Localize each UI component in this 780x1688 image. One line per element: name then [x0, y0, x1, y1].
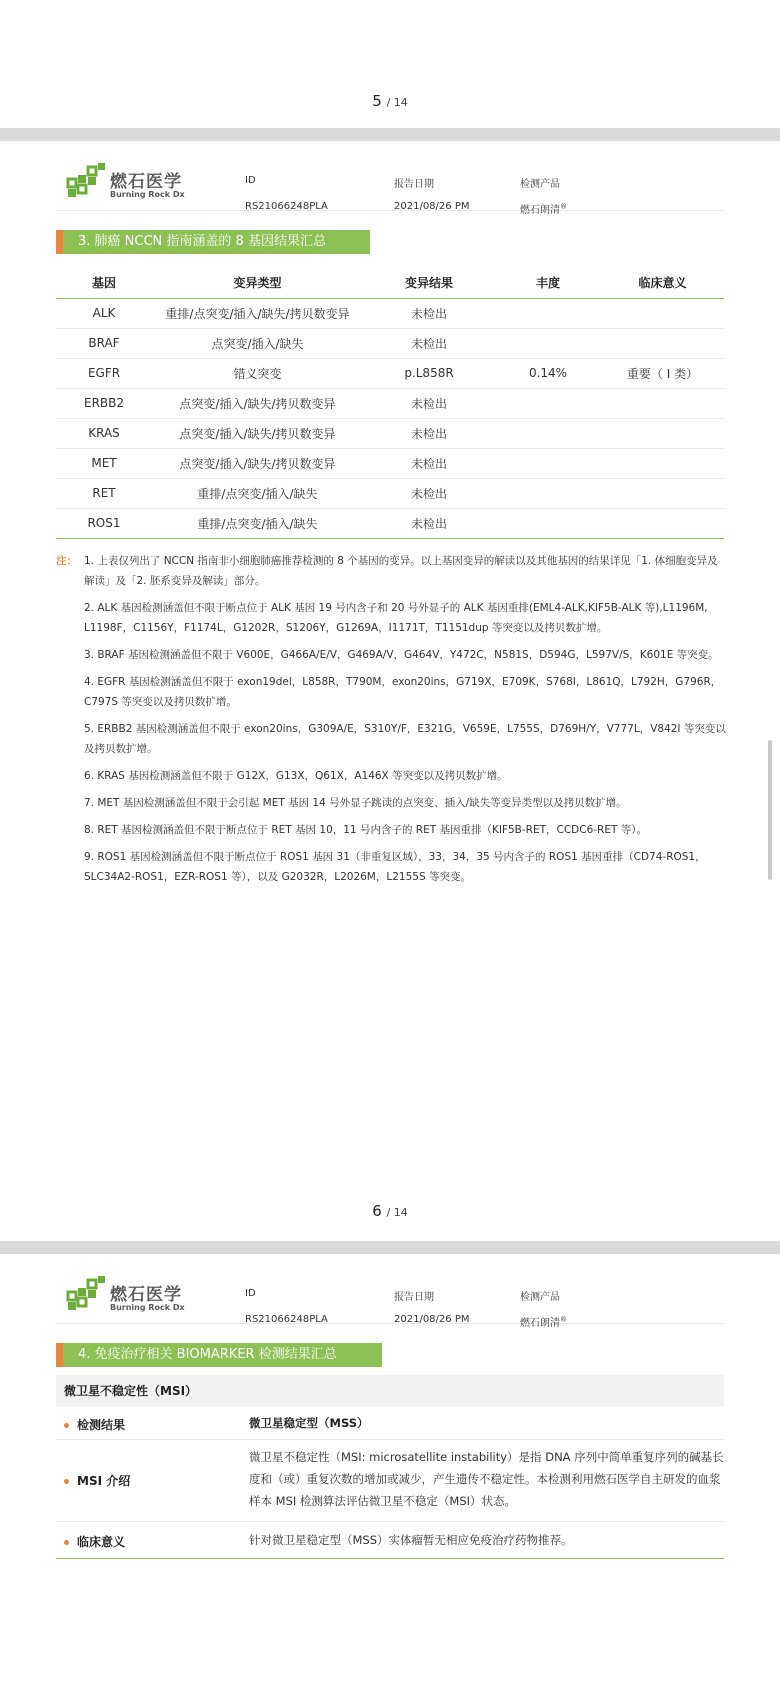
- note-item: 3. BRAF 基因检测涵盖但不限于 V600E，G466A/E/V，G469A/V，G464V，Y472C，N581S，D594G，L597V/S，K601E 等突变。: [84, 649, 719, 661]
- msi-row-value: 微卫星不稳定性（MSI: microsatellite instability）是指 DNA 序列中简单重复序列的碱基长度和（或）重复次数的增加或减少，产生遗传不稳定性。本检测利用燃石医学自主研发的血浆样本 MSI 检测算法评估微卫星不稳定（MSI）状态。: [249, 1450, 724, 1508]
- cell-variant-type: 重排/点突变/插入/缺失: [152, 478, 363, 508]
- cell-variant-result: 未检出: [363, 298, 495, 328]
- cell-clinical-significance: [601, 508, 724, 538]
- cell-clinical-significance: [601, 448, 724, 478]
- msi-row-value: 微卫星稳定型（MSS）: [249, 1416, 369, 1430]
- table-row: [56, 298, 724, 328]
- burning-rock-logo-icon: [66, 1274, 108, 1314]
- cell-variant-type: 重排/点突变/插入/缺失: [152, 508, 363, 538]
- section-3-title: 3. 肺癌 NCCN 指南涵盖的 8 基因结果汇总: [56, 230, 370, 254]
- report-page-6: [0, 141, 780, 1241]
- table-row: [56, 478, 724, 508]
- cell-gene: KRAS: [56, 418, 152, 448]
- page-number: 6 / 14: [372, 1202, 408, 1220]
- cell-gene: EGFR: [56, 358, 152, 388]
- brand-logo: [66, 161, 226, 209]
- logo-text-cn: 燃石医学: [110, 1285, 182, 1305]
- cell-variant-type: 点突变/插入/缺失/拷贝数变异: [152, 448, 363, 478]
- note-item: 1. 上表仅列出了 NCCN 指南非小细胞肺癌推荐检测的 8 个基因的变异。以上基因变异的解读以及其他基因的结果详见「1. 体细胞变异及解读」及「2. 胚系变异及解读」部分。: [84, 555, 718, 587]
- col-abundance: 丰度: [495, 268, 601, 298]
- note-item: 7. MET 基因检测涵盖但不限于会引起 MET 基因 14 号外显子跳读的点突变、插入/缺失等变异类型以及拷贝数扩增。: [84, 797, 627, 809]
- cell-variant-type: 点突变/插入/缺失/拷贝数变异: [152, 388, 363, 418]
- cell-abundance: [495, 418, 601, 448]
- cell-variant-type: 点突变/插入/缺失/拷贝数变异: [152, 418, 363, 448]
- scrollbar-thumb[interactable]: [768, 740, 772, 880]
- logo-text-en: Burning Rock Dx: [110, 1303, 185, 1312]
- section-4-title: 4. 免疫治疗相关 BIOMARKER 检测结果汇总: [56, 1343, 382, 1367]
- note-item: 2. ALK 基因检测涵盖但不限于断点位于 ALK 基因 19 号内含子和 20 号外显子的 ALK 基因重排(EML4-ALK,KIF5B-ALK 等),L1196M, L1198F，C1156Y，F1174L，G1202R，S1206Y，G1269A，I1171T，T1151dup 等突变以及拷贝数扩增。: [84, 602, 708, 634]
- msi-row-result: [56, 1407, 724, 1440]
- cell-gene: RET: [56, 478, 152, 508]
- col-gene: 基因: [56, 268, 152, 298]
- report-header: [56, 1254, 724, 1329]
- note-item: 4. EGFR 基因检测涵盖但不限于 exon19del，L858R，T790M，exon20ins，G719X，E709K，S768I，L861Q，L792H，G796R，C797S 等突变以及拷贝数扩增。: [84, 676, 722, 708]
- col-variant-type: 变异类型: [152, 268, 363, 298]
- cell-clinical-significance: [601, 388, 724, 418]
- report-date-value: 2021/08/26 PM: [394, 1314, 470, 1325]
- report-page-7: [0, 1254, 780, 1688]
- cell-variant-type: 错义突变: [152, 358, 363, 388]
- cell-variant-type: 重排/点突变/插入/缺失/拷贝数变异: [152, 298, 363, 328]
- cell-variant-result: 未检出: [363, 328, 495, 358]
- cell-abundance: [495, 448, 601, 478]
- cell-gene: ERBB2: [56, 388, 152, 418]
- nccn-gene-table: [56, 268, 724, 539]
- table-header-row: [56, 268, 724, 298]
- product-value: 燃石朗清®: [520, 1315, 567, 1329]
- cell-clinical-significance: [601, 328, 724, 358]
- msi-heading: 微卫星不稳定性（MSI）: [56, 1375, 724, 1407]
- col-variant-result: 变异结果: [363, 268, 495, 298]
- product-label: 检测产品: [520, 1292, 560, 1303]
- report-date-label: 报告日期: [394, 1292, 434, 1303]
- cell-gene: ALK: [56, 298, 152, 328]
- msi-row-clinical: [56, 1522, 724, 1559]
- table-row: [56, 328, 724, 358]
- id-value: RS21066248PLA: [245, 1314, 328, 1325]
- note-item: 5. ERBB2 基因检测涵盖但不限于 exon20ins，G309A/E，S310Y/F，E321G，V659E，L755S，D769H/Y，V777L，V842I 等突变以及拷贝数扩增。: [84, 723, 726, 755]
- cell-abundance: [495, 328, 601, 358]
- msi-row-label: MSI 介绍: [64, 1472, 130, 1489]
- id-value: RS21066248PLA: [245, 201, 328, 212]
- report-header: [56, 141, 724, 216]
- bullet-dot-icon: [64, 1479, 69, 1484]
- table-row: [56, 508, 724, 538]
- table-row: [56, 448, 724, 478]
- section-accent-bar: [56, 1343, 63, 1367]
- msi-row-label: 临床意义: [64, 1533, 125, 1550]
- cell-variant-result: 未检出: [363, 388, 495, 418]
- cell-clinical-significance: [601, 298, 724, 328]
- cell-clinical-significance: [601, 478, 724, 508]
- product-label: 检测产品: [520, 179, 560, 190]
- msi-row-value: 针对微卫星稳定型（MSS）实体瘤暂无相应免疫治疗药物推荐。: [249, 1533, 573, 1547]
- cell-abundance: [495, 508, 601, 538]
- bullet-dot-icon: [64, 1540, 69, 1545]
- id-label: ID: [245, 175, 256, 186]
- cell-variant-result: 未检出: [363, 478, 495, 508]
- product-value: 燃石朗清®: [520, 202, 567, 216]
- report-date-value: 2021/08/26 PM: [394, 201, 470, 212]
- cell-clinical-significance: 重要（ I 类）: [601, 358, 724, 388]
- msi-row-intro: [56, 1440, 724, 1522]
- cell-gene: ROS1: [56, 508, 152, 538]
- note-marker: 注：: [56, 555, 77, 567]
- burning-rock-logo-icon: [66, 161, 108, 201]
- logo-text-en: Burning Rock Dx: [110, 190, 185, 199]
- cell-abundance: [495, 388, 601, 418]
- cell-abundance: 0.14%: [495, 358, 601, 388]
- section-accent-bar: [56, 230, 63, 254]
- cell-clinical-significance: [601, 418, 724, 448]
- cell-variant-result: 未检出: [363, 508, 495, 538]
- brand-logo: [66, 1274, 226, 1322]
- bullet-dot-icon: [64, 1423, 69, 1428]
- cell-gene: BRAF: [56, 328, 152, 358]
- table-notes: [56, 551, 726, 894]
- page-number: 5 / 14: [372, 92, 408, 110]
- cell-abundance: [495, 298, 601, 328]
- table-row: [56, 418, 724, 448]
- table-row: [56, 358, 724, 388]
- note-item: 8. RET 基因检测涵盖但不限于断点位于 RET 基因 10，11 号内含子的 RET 基因重排（KIF5B-RET，CCDC6-RET 等）。: [84, 824, 647, 836]
- cell-variant-result: 未检出: [363, 418, 495, 448]
- report-date-label: 报告日期: [394, 179, 434, 190]
- cell-gene: MET: [56, 448, 152, 478]
- cell-variant-result: p.L858R: [363, 358, 495, 388]
- id-label: ID: [245, 1288, 256, 1299]
- cell-variant-type: 点突变/插入/缺失: [152, 328, 363, 358]
- logo-text-cn: 燃石医学: [110, 172, 182, 192]
- report-page-5: [0, 0, 780, 128]
- cell-variant-result: 未检出: [363, 448, 495, 478]
- table-row: [56, 388, 724, 418]
- msi-row-label: 检测结果: [64, 1416, 125, 1433]
- note-item: 6. KRAS 基因检测涵盖但不限于 G12X，G13X，Q61X，A146X 等突变以及拷贝数扩增。: [84, 770, 508, 782]
- note-item: 9. ROS1 基因检测涵盖但不限于断点位于 ROS1 基因 31（非重复区域），33，34，35 号内含子的 ROS1 基因重排（CD74-ROS1，SLC34A2-ROS1，EZR-ROS1 等），以及 G2032R，L2026M，L2155S 等突变。: [84, 851, 706, 883]
- col-clinical-significance: 临床意义: [601, 268, 724, 298]
- cell-abundance: [495, 478, 601, 508]
